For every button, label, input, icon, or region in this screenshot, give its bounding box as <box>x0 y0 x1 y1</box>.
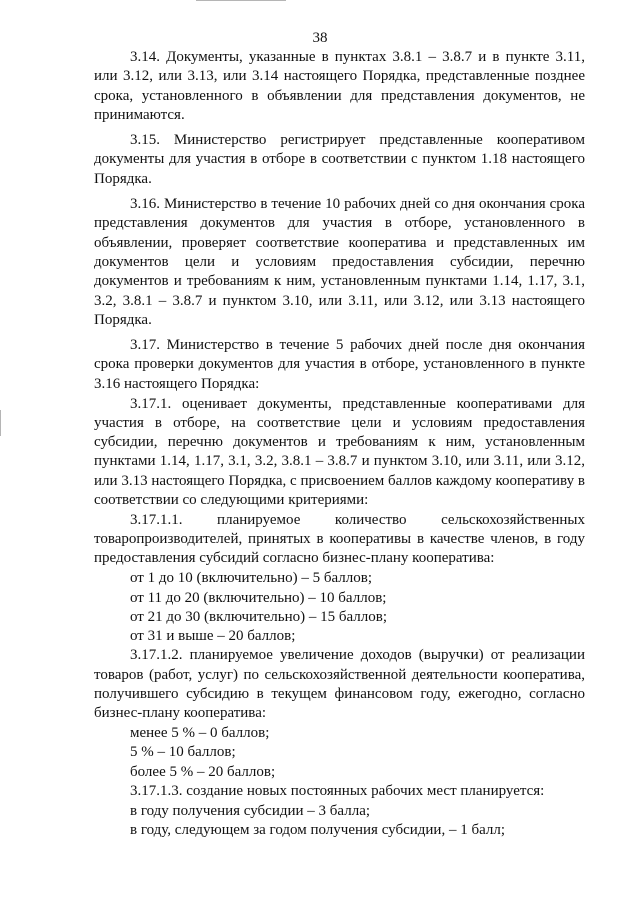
criteria-members-list <box>94 569 585 646</box>
paragraph-3-17-1: 3.17.1. оценивает документы, представленные кооперативами для участия в отборе, на соответствие цели и условиям предоставления субсидии, перечню документов и требованиям к ним, установленным пунктами 1.14, 1.17, 3.1, 3.2, 3.8.1 – 3.8.7 и пунктом 3.10, или 3.11, или 3.12, или 3.13 настоящего Порядка, с присвоением баллов каждому кооперативу в соответствии со следующими критериями: <box>94 395 585 509</box>
paragraph-3-17-1-3: 3.17.1.3. создание новых постоянных рабочих мест планируется: <box>130 782 545 799</box>
paragraph-3-17-1-2: 3.17.1.2. планируемое увеличение доходов (выручки) от реализации товаров (работ, услуг) по сельскохозяйственной деятельности кооператива, получившего субсидию в текущем финансовом году, ежегодно, согласно бизнес-плану кооператива: <box>94 647 585 722</box>
paragraph-3-17: 3.17. Министерство в течение 5 рабочих дней после дня окончания срока проверки документов для участия в отборе, установленного в пункте 3.16 настоящего Порядка: <box>94 337 585 392</box>
criterion-members-1: от 1 до 10 (включительно) – 5 баллов; <box>130 570 372 587</box>
criterion-jobs-1: в году получения субсидии – 3 балла; <box>130 802 371 819</box>
scan-artifact-left-edge <box>0 410 1 436</box>
page-number: 38 <box>312 30 328 46</box>
paragraph-3-15: 3.15. Министерство регистрирует представленные кооперативом документы для участия в отборе в соответствии с пунктом 1.18 настоящего Порядка. <box>94 132 585 187</box>
criterion-income-1: менее 5 % – 0 баллов; <box>130 725 270 742</box>
criterion-jobs-2: в году, следующем за годом получения субсидии, – 1 балл; <box>130 822 506 839</box>
scan-artifact-top <box>196 0 286 1</box>
paragraph-3-16: 3.16. Министерство в течение 10 рабочих дней со дня окончания срока представления документов для участия в отборе, установленного в объявлении, проверяет соответствие кооператива и представленных им документов цели и условиям предоставления субсидии, перечню документов и требованиям к ним, установленным пунктами 1.14, 1.17, 3.1, 3.2, 3.8.1 – 3.8.7 и пунктом 3.10, или 3.11, или 3.12, или 3.13 настоящего Порядка. <box>94 196 585 328</box>
paragraph-3-17-1-1: 3.17.1.1. планируемое количество сельскохозяйственных товаропроизводителей, принятых в кооперативы в качестве членов, в году предоставления субсидий согласно бизнес-плану кооператива: <box>94 511 585 567</box>
criterion-members-4: от 31 и выше – 20 баллов; <box>130 628 296 645</box>
criterion-members-3: от 21 до 30 (включительно) – 15 баллов; <box>130 608 387 625</box>
document-body <box>94 48 585 840</box>
criteria-income-list <box>94 724 585 782</box>
criterion-income-3: более 5 % – 20 баллов; <box>130 763 276 780</box>
criterion-income-2: 5 % – 10 баллов; <box>130 744 236 761</box>
paragraph-3-14: 3.14. Документы, указанные в пунктах 3.8.1 – 3.8.7 и в пункте 3.11, или 3.12, или 3.13, или 3.14 настоящего Порядка, представленные позднее срока, установленного в объявлении для представления документов, не принимаются. <box>94 49 585 123</box>
criteria-jobs-list <box>94 802 585 841</box>
criterion-members-2: от 11 до 20 (включительно) – 10 баллов; <box>130 589 387 606</box>
